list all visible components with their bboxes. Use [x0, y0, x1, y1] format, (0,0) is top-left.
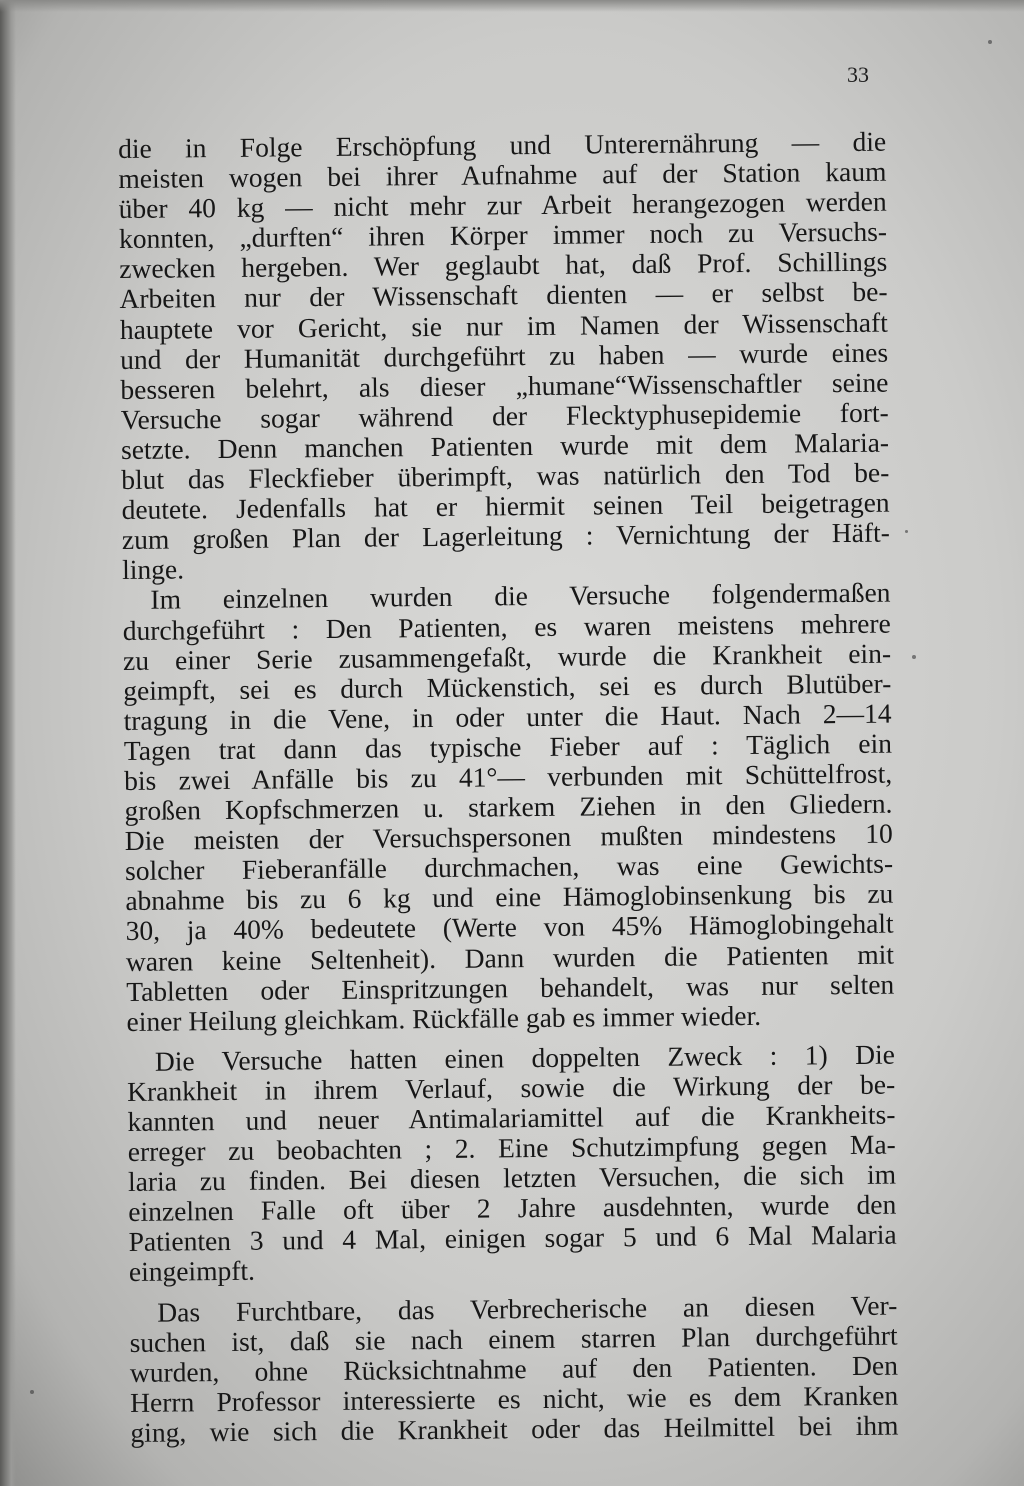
text-line: Das Furchtbare, das Verbrecherische an diesen Ver- [157, 1289, 898, 1328]
text-line: bis zwei Anfälle bis zu 41°— verbunden mit Schüttelfrost, [124, 757, 893, 796]
text-line: tragung in die Vene, in oder unter die Haut. Nach 2—14 [123, 697, 892, 736]
page-left-edge [0, 0, 16, 1486]
text-line: erreger zu beobachten ; 2. Eine Schutzimpfung gegen Ma- [127, 1128, 896, 1168]
text-line: Im einzelnen wurden die Versuche folgendermaßen [150, 577, 891, 616]
paragraph-4 [129, 1290, 898, 1448]
text-line: wurden, ohne Rücksichtnahme auf den Patienten. Den [129, 1349, 898, 1388]
text-line: einzelnen Falle oft über 2 Jahre ausdehnten, wurde den [128, 1188, 897, 1228]
text-line: ging, wie sich die Krankheit oder das Heilmittel bei ihm [130, 1409, 899, 1448]
text-line: linge. [122, 553, 185, 586]
text-line: laria zu finden. Bei diesen letzten Versuchen, die sich im [127, 1158, 897, 1198]
text-line: blut das Fleckfieber überimpft, was natürlich den Tod be- [121, 456, 890, 496]
text-line: konnten, „durften“ ihren Körper immer noch zu Versuchs- [118, 215, 888, 255]
text-line: Tagen trat dann das typische Fieber auf : Täglich ein [123, 727, 893, 766]
text-line: eingeimpft. [128, 1255, 256, 1288]
dust-speck [988, 40, 992, 44]
paragraph-2 [122, 578, 894, 1037]
text-line: hauptete vor Gericht, sie nur im Namen der Wissenschaft [119, 306, 888, 345]
text-line: deutete. Jedenfalls hat er hiermit seinen Teil beigetragen [121, 486, 890, 526]
paragraph-3 [127, 1039, 897, 1287]
text-line: Die meisten der Versuchspersonen mußten mindestens 10 [124, 817, 893, 857]
text-line: abnahme bis zu 6 kg und eine Hämoglobinsenkung bis zu [125, 877, 894, 917]
text-line: suchen ist, daß sie nach einem starren Plan durchgeführt [129, 1319, 898, 1358]
text-line: 30, ja 40% bedeutete (Werte von 45% Hämoglobingehalt [125, 908, 894, 947]
text-line: waren keine Seltenheit). Dann wurden die Patienten mit [125, 938, 895, 977]
text-line: Patienten 3 und 4 Mal, einigen sogar 5 und 6 Mal Malaria [128, 1218, 897, 1258]
text-line: einer Heilung gleichkam. Rückfälle gab es immer wieder. [126, 999, 762, 1037]
dust-speck [912, 655, 916, 659]
text-line: durchgeführt : Den Patienten, es waren meistens mehrere [122, 607, 891, 646]
text-line: meisten wogen bei ihrer Aufnahme auf der Station kaum [118, 155, 887, 195]
page-top-edge [0, 0, 1024, 12]
paragraph-1 [118, 127, 890, 586]
text-line: solcher Fieberanfälle durchmachen, was eine Gewichts- [124, 847, 894, 887]
text-line: Arbeiten nur der Wissenschaft dienten — er selbst be- [119, 276, 888, 315]
text-line: setzte. Denn manchen Patienten wurde mit dem Malaria- [120, 426, 890, 465]
text-line: zum großen Plan der Lagerleitung : Vernichtung der Häft- [121, 516, 891, 556]
text-line: zu einer Serie zusammengefaßt, wurde die Krankheit ein- [122, 637, 892, 676]
text-line: über 40 kg — nicht mehr zur Arbeit herangezogen werden [118, 185, 887, 225]
text-line: großen Kopfschmerzen u. starkem Ziehen in den Gliedern. [124, 787, 893, 827]
text-line: Herrn Professor interessierte es nicht, wie es dem Kranken [130, 1379, 899, 1418]
body-text [118, 127, 899, 1448]
text-line: geimpft, sei es durch Mückenstich, sei es durch Blutüber- [123, 667, 892, 706]
page-number: 33 [847, 62, 869, 87]
text-line: Die Versuche hatten einen doppelten Zweck : 1) Die [154, 1038, 896, 1077]
text-line: Tabletten oder Einspritzungen behandelt, was nur selten [126, 968, 895, 1007]
text-line: und der Humanität durchgeführt zu haben — wurde eines [120, 336, 889, 375]
dust-speck [30, 1390, 34, 1394]
text-line: zwecken hergeben. Wer geglaubt hat, daß Prof. Schillings [119, 245, 888, 285]
text-line: Versuche sogar während der Flecktyphusepidemie fort- [120, 396, 889, 435]
text-line: besseren belehrt, als dieser „humane“Wissenschaftler seine [120, 366, 889, 405]
text-line: die in Folge Erschöpfung und Unterernährung — die [117, 125, 887, 164]
text-line: Krankheit in ihrem Verlauf, sowie die Wirkung der be- [127, 1068, 896, 1107]
dust-speck [905, 530, 908, 533]
text-line: kannten und neuer Antimalariamittel auf die Krankheits- [127, 1098, 896, 1137]
